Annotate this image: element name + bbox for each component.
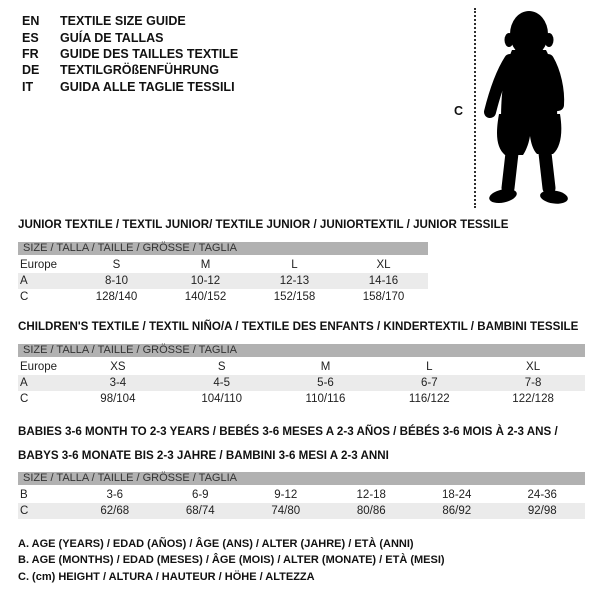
- age-cell: 12-18: [356, 489, 386, 501]
- size-header-bar: SIZE / TALLA / TAILLE / GRÖSSE / TAGLIA: [18, 242, 428, 255]
- row-label: Europe: [20, 361, 58, 373]
- size-cell: S: [112, 259, 121, 271]
- size-cell: L: [426, 361, 433, 373]
- height-cell: 86/92: [442, 505, 472, 517]
- age-cell: 18-24: [442, 489, 472, 501]
- height-cell: 92/98: [527, 505, 557, 517]
- row-label: A: [20, 377, 28, 389]
- age-cell: 5-6: [317, 377, 334, 389]
- guide-title: GUIDA ALLE TAGLIE TESSILI: [60, 79, 235, 94]
- footnote-height-cm: C. (cm) HEIGHT / ALTURA / HAUTEUR / HÖHE / ALTEZZA: [18, 570, 315, 583]
- row-label: C: [20, 505, 29, 517]
- age-cell: 8-10: [104, 275, 129, 287]
- table-row: [18, 257, 428, 273]
- size-cell: XL: [376, 259, 391, 271]
- age-cell: 7-8: [524, 377, 542, 389]
- age-cell: 12-13: [279, 275, 310, 287]
- height-cell: 158/170: [362, 291, 405, 303]
- babies-size-table: [18, 472, 585, 519]
- junior-textile-section: [18, 217, 509, 305]
- height-cell: 110/116: [305, 393, 346, 405]
- table-row: [18, 359, 585, 375]
- lang-code: ES: [22, 30, 39, 45]
- age-cell: 24-36: [527, 489, 557, 501]
- size-cell: XL: [526, 361, 541, 373]
- age-cell: 4-5: [213, 377, 230, 389]
- height-cell: 74/80: [271, 505, 301, 517]
- footnote-age-months: B. AGE (MONTHS) / EDAD (MESES) / ÂGE (MOIS) / ALTER (MONATE) / ETÀ (MESI): [18, 554, 445, 567]
- childrens-textile-section: [18, 319, 585, 407]
- height-cell: 122/128: [512, 393, 554, 405]
- guide-title: TEXTILE SIZE GUIDE: [60, 14, 186, 29]
- lang-row-en: [22, 13, 238, 29]
- childrens-table-title: CHILDREN'S TEXTILE / TEXTIL NIÑO/A / TEXTILE DES ENFANTS / KINDERTEXTIL / BAMBINI TESSILE: [18, 320, 579, 333]
- lang-row-es: [22, 29, 238, 45]
- height-cell: 62/68: [100, 505, 130, 517]
- lang-code: EN: [22, 14, 40, 29]
- height-label-c: C: [454, 104, 464, 118]
- row-label: C: [20, 291, 29, 303]
- guide-title: GUÍA DE TALLAS: [60, 30, 164, 45]
- height-cell: 80/86: [356, 505, 386, 517]
- junior-size-table: [18, 242, 428, 305]
- size-header-bar: SIZE / TALLA / TAILLE / GRÖSSE / TAGLIA: [18, 344, 585, 357]
- table-row: [18, 391, 585, 407]
- legend-footnotes: [18, 536, 445, 585]
- age-cell: 3-4: [109, 377, 127, 389]
- babies-textile-section: [18, 424, 585, 519]
- height-cell: 104/110: [201, 393, 243, 405]
- height-cell: 140/152: [184, 291, 227, 303]
- guide-title: GUIDE DES TAILLES TEXTILE: [60, 46, 239, 61]
- age-cell: 10-12: [190, 275, 221, 287]
- size-cell: XS: [110, 361, 126, 373]
- lang-code: IT: [22, 79, 34, 94]
- height-cell: 116/122: [408, 393, 450, 405]
- guide-title: TEXTILGRÖßENFÜHRUNG: [60, 63, 220, 78]
- height-reference-dashed-line: [474, 8, 476, 208]
- childrens-size-table: [18, 344, 585, 407]
- age-cell: 14-16: [368, 275, 399, 287]
- table-row: [18, 503, 585, 519]
- height-cell: 98/104: [100, 393, 136, 405]
- row-label: Europe: [20, 259, 58, 271]
- babies-table-title-line2: BABYS 3-6 MONATE BIS 2-3 JAHRE / BAMBINI 3-6 MESI A 2-3 ANNI: [18, 449, 389, 462]
- toddler-silhouette-icon: [481, 8, 576, 210]
- babies-table-title-line1: BABIES 3-6 MONTH TO 2-3 YEARS / BEBÉS 3-6 MESES A 2-3 AÑOS / BÉBÉS 3-6 MOIS À 2-3 ANS /: [18, 425, 558, 438]
- size-header-bar: SIZE / TALLA / TAILLE / GRÖSSE / TAGLIA: [18, 472, 585, 485]
- height-cell: 128/140: [95, 291, 138, 303]
- age-cell: 3-6: [106, 489, 124, 501]
- size-cell: M: [320, 361, 331, 373]
- row-label: C: [20, 393, 29, 405]
- height-cell: 68/74: [185, 505, 215, 517]
- table-row: [18, 289, 428, 305]
- age-cell: 9-12: [274, 489, 298, 501]
- lang-code: FR: [22, 46, 39, 61]
- size-cell: M: [200, 259, 211, 271]
- lang-code: DE: [22, 63, 40, 78]
- lang-row-de: [22, 62, 238, 78]
- size-cell: S: [217, 361, 226, 373]
- age-cell: 6-7: [420, 377, 438, 389]
- lang-row-fr: [22, 46, 238, 62]
- age-cell: 6-9: [191, 489, 209, 501]
- junior-table-title: JUNIOR TEXTILE / TEXTIL JUNIOR/ TEXTILE JUNIOR / JUNIORTEXTIL / JUNIOR TESSILE: [18, 218, 509, 231]
- table-row: [18, 375, 585, 391]
- lang-row-it: [22, 79, 238, 95]
- footnote-age-years: A. AGE (YEARS) / EDAD (AÑOS) / ÂGE (ANS) / ALTER (JAHRE) / ETÀ (ANNI): [18, 538, 414, 550]
- row-label: A: [20, 275, 28, 287]
- size-cell: L: [291, 259, 298, 271]
- language-title-list: [22, 13, 238, 95]
- table-row: [18, 273, 428, 289]
- row-label: B: [20, 489, 28, 501]
- height-cell: 152/158: [273, 291, 316, 303]
- table-row: [18, 487, 585, 503]
